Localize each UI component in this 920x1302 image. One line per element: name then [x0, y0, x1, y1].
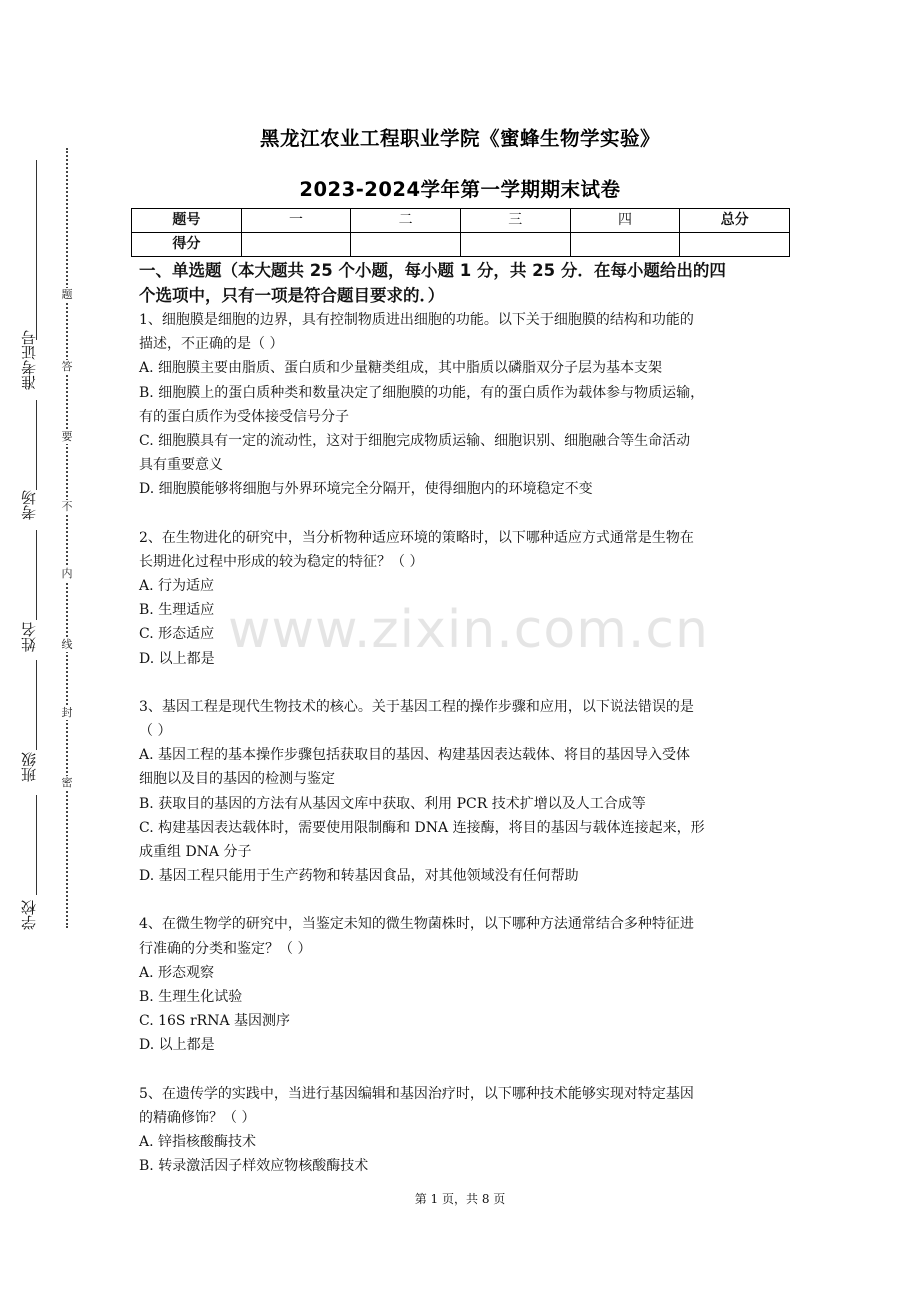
seal-char: 答	[59, 360, 75, 374]
answer-option: 具有重要意义	[139, 457, 223, 474]
score-cell[interactable]	[570, 233, 680, 257]
answer-option: A. 形态观察	[139, 964, 215, 981]
answer-option: 细胞以及目的基因的检测与鉴定	[139, 771, 335, 788]
score-cell[interactable]	[351, 233, 461, 257]
seal-char: 密	[59, 776, 75, 790]
school-label: 学校	[20, 900, 38, 930]
question-stem: 5、在遗传学的实践中，当进行基因编辑和基因治疗时，以下哪种技术能够实现对特定基因	[139, 1085, 694, 1102]
answer-option: C. 细胞膜具有一定的流动性，这对于细胞完成物质运输、细胞识别、细胞融合等生命活动	[139, 433, 691, 450]
seal-char: 不	[59, 500, 75, 514]
exam-title-line2: 2023-2024学年第一学期期末试卷	[299, 178, 621, 201]
section-heading: 个选项中，只有一项是符合题目要求的．）	[139, 286, 445, 305]
answer-option: C. 16S rRNA 基因测序	[139, 1013, 291, 1030]
class-label: 班级	[20, 752, 38, 782]
table-header-cell: 题号	[132, 209, 242, 233]
seal-char: 要	[59, 430, 75, 444]
exam-number-label: 准考证号	[20, 330, 38, 390]
binding-dotted-line	[66, 148, 68, 928]
answer-option: C. 形态适应	[139, 626, 215, 643]
answer-option: D. 以上都是	[139, 1037, 215, 1054]
margin-line	[36, 400, 37, 490]
question-block	[139, 695, 793, 889]
question-stem: 4、在微生物学的研究中，当鉴定未知的微生物菌株时，以下哪种方法通常结合多种特征进	[139, 916, 694, 933]
name-label: 姓名	[20, 622, 38, 652]
question-stem: 2、在生物进化的研究中，当分析物种适应环境的策略时，以下哪种适应方式通常是生物在	[139, 529, 694, 546]
score-cell[interactable]	[680, 233, 790, 257]
answer-option: C. 构建基因表达载体时，需要使用限制酶和 DNA 连接酶，将目的基因与载体连接起来，形	[139, 819, 705, 836]
exam-room-label: 考场	[20, 490, 38, 520]
score-cell[interactable]	[241, 233, 351, 257]
question-stem: （ ）	[139, 723, 172, 740]
answer-option: A. 锌指核酸酶技术	[139, 1134, 257, 1151]
answer-option: A. 基因工程的基本操作步骤包括获取目的基因、构建基因表达载体、将目的基因导入受体	[139, 747, 691, 764]
score-label-cell: 得分	[132, 233, 242, 257]
answer-option: 有的蛋白质作为受体接受信号分子	[139, 408, 349, 425]
question-block	[139, 1082, 793, 1179]
answer-option: D. 基因工程只能用于生产药物和转基因食品，对其他领域没有任何帮助	[139, 868, 579, 885]
answer-option: B. 转录激活因子样效应物核酸酶技术	[139, 1158, 369, 1175]
seal-char: 线	[59, 638, 75, 652]
seal-char: 内	[59, 567, 75, 581]
margin-line	[36, 530, 37, 620]
table-header-cell: 总分	[680, 209, 790, 233]
table-header-cell: 三	[460, 209, 570, 233]
table-header-cell: 一	[241, 209, 351, 233]
watermark: www.zixin.com.cn	[228, 600, 709, 660]
exam-content	[139, 258, 793, 1179]
answer-option: B. 生理生化试验	[139, 989, 243, 1006]
exam-title-line1: 黑龙江农业工程职业学院《蜜蜂生物学实验》	[259, 127, 660, 150]
question-stem: 的精确修饰？（ ）	[139, 1109, 256, 1126]
answer-option: D. 细胞膜能够将细胞与外界环境完全分隔开，使得细胞内的环境稳定不变	[139, 481, 593, 498]
question-stem: 1、细胞膜是细胞的边界，具有控制物质进出细胞的功能。以下关于细胞膜的结构和功能的	[139, 312, 694, 328]
score-table	[131, 208, 790, 257]
margin-line	[36, 795, 37, 895]
margin-line	[36, 660, 37, 750]
answer-option: B. 细胞膜上的蛋白质种类和数量决定了细胞膜的功能，有的蛋白质作为载体参与物质运输，	[139, 384, 705, 401]
question-block	[139, 912, 793, 1057]
question-stem: 行准确的分类和鉴定？（ ）	[139, 940, 312, 957]
answer-option: A. 行为适应	[139, 578, 215, 595]
seal-char: 封	[59, 706, 75, 720]
section-heading: 一、单选题（本大题共 25 个小题，每小题 1 分，共 25 分．在每小题给出的四	[139, 261, 726, 280]
question-stem: 3、基因工程是现代生物技术的核心。关于基因工程的操作步骤和应用，以下说法错误的是	[139, 698, 694, 715]
answer-option: D. 以上都是	[139, 650, 215, 667]
score-cell[interactable]	[460, 233, 570, 257]
table-header-cell: 二	[351, 209, 461, 233]
answer-option: A. 细胞膜主要由脂质、蛋白质和少量糖类组成，其中脂质以磷脂双分子层为基本支架	[139, 360, 663, 377]
answer-option: B. 生理适应	[139, 602, 215, 619]
seal-char: 题	[59, 288, 75, 302]
score-table-head-row	[132, 209, 790, 233]
score-table-score-row	[132, 233, 790, 257]
question-block	[139, 308, 793, 502]
answer-option: B. 获取目的基因的方法有从基因文库中获取、利用 PCR 技术扩增以及人工合成等	[139, 795, 646, 812]
table-header-cell: 四	[570, 209, 680, 233]
page-footer: 第 1 页，共 8 页	[414, 1192, 506, 1206]
answer-option: 成重组 DNA 分子	[139, 844, 252, 861]
question-stem: 描述，不正确的是（ ）	[139, 336, 284, 353]
question-stem: 长期进化过程中形成的较为稳定的特征？（ ）	[139, 553, 424, 570]
